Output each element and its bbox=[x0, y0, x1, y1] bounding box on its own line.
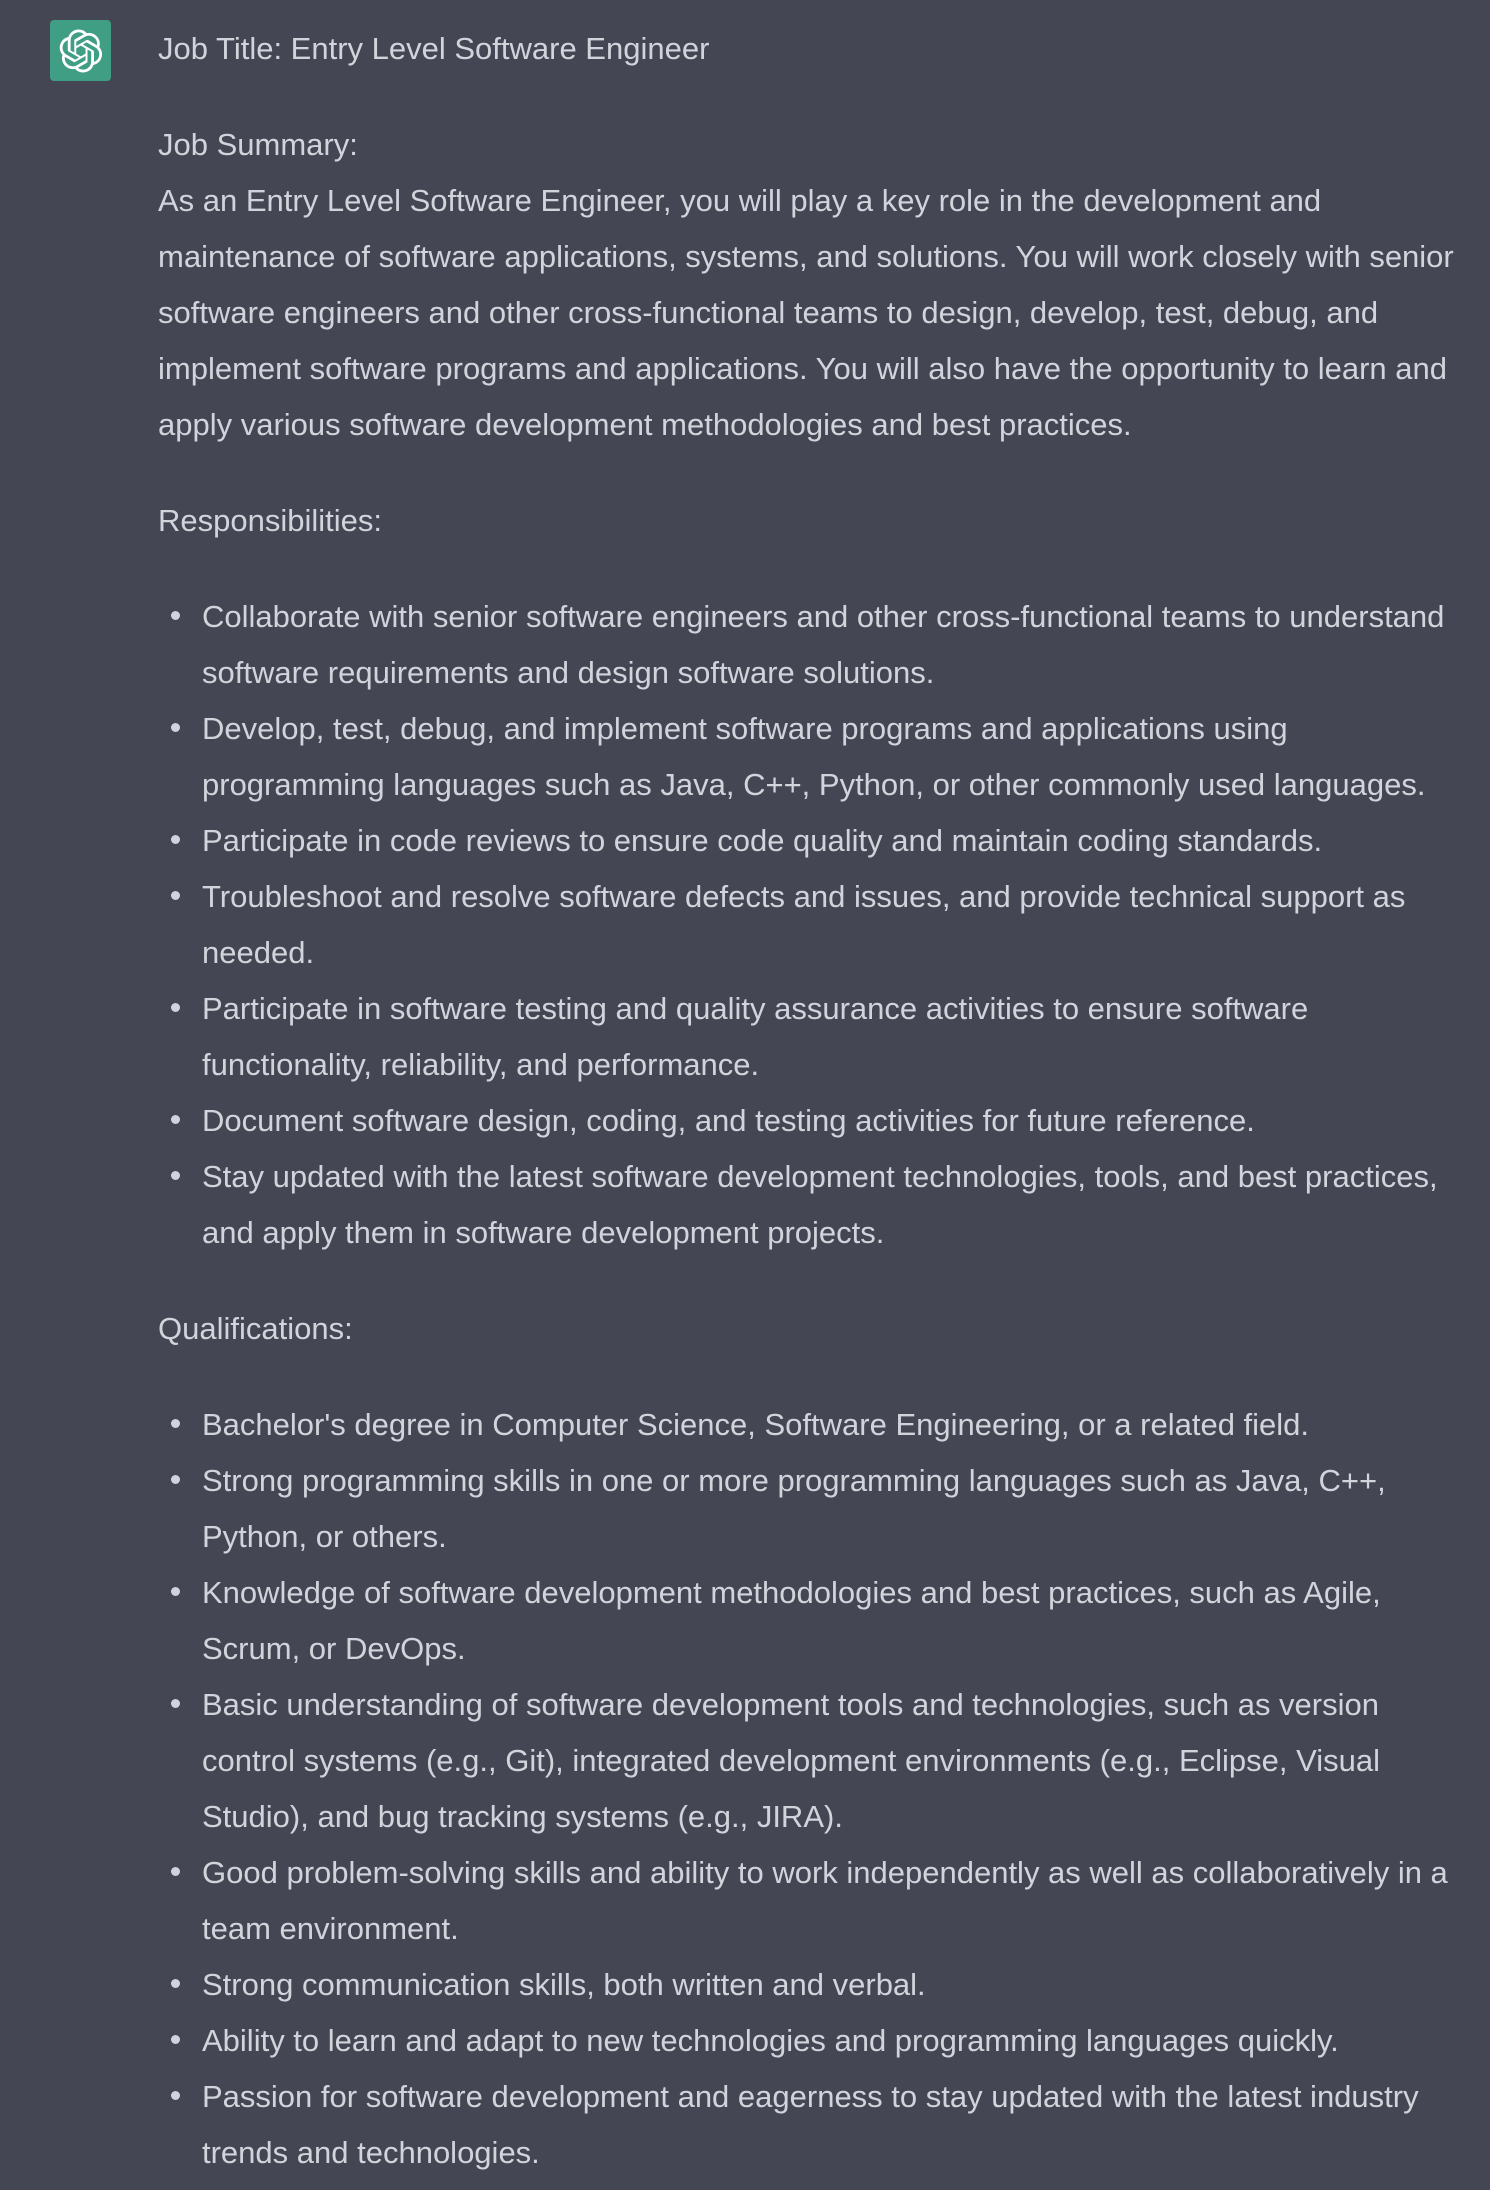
list-item: Collaborate with senior software engineers and other cross-functional teams to understand software requirements and design software solutions. bbox=[158, 589, 1458, 701]
list-item: Participate in code reviews to ensure code quality and maintain coding standards. bbox=[158, 813, 1458, 869]
assistant-avatar bbox=[50, 20, 111, 81]
qualifications-heading: Qualifications: bbox=[158, 1311, 353, 1346]
responsibilities-heading: Responsibilities: bbox=[158, 503, 382, 538]
list-item: Stay updated with the latest software development technologies, tools, and best practices, and apply them in software development projects. bbox=[158, 1149, 1458, 1261]
list-item: Strong programming skills in one or more programming languages such as Java, C++, Python, or others. bbox=[158, 1453, 1458, 1565]
job-title: Job Title: Entry Level Software Engineer bbox=[158, 31, 710, 66]
list-item: Document software design, coding, and testing activities for future reference. bbox=[158, 1093, 1458, 1149]
summary-text: As an Entry Level Software Engineer, you will play a key role in the development and maintenance of software applications, systems, and solutions. You will work closely with senior software engineers and other cross-functional teams to design, develop, test, debug, and implement software programs and applications. You will also have the opportunity to learn and apply various software development methodologies and best practices. bbox=[158, 183, 1454, 442]
list-item: Develop, test, debug, and implement software programs and applications using programming languages such as Java, C++, Python, or other commonly used languages. bbox=[158, 701, 1458, 813]
openai-logo-icon bbox=[59, 29, 103, 73]
assistant-message bbox=[158, 21, 1458, 2181]
list-item: Good problem-solving skills and ability to work independently as well as collaboratively in a team environment. bbox=[158, 1845, 1458, 1957]
responsibilities-list bbox=[158, 589, 1458, 1261]
qualifications-list bbox=[158, 1397, 1458, 2181]
list-item: Bachelor's degree in Computer Science, Software Engineering, or a related field. bbox=[158, 1397, 1458, 1453]
list-item: Troubleshoot and resolve software defects and issues, and provide technical support as needed. bbox=[158, 869, 1458, 981]
list-item: Knowledge of software development methodologies and best practices, such as Agile, Scrum, or DevOps. bbox=[158, 1565, 1458, 1677]
list-item: Strong communication skills, both written and verbal. bbox=[158, 1957, 1458, 2013]
list-item: Passion for software development and eagerness to stay updated with the latest industry trends and technologies. bbox=[158, 2069, 1458, 2181]
list-item: Ability to learn and adapt to new technologies and programming languages quickly. bbox=[158, 2013, 1458, 2069]
list-item: Participate in software testing and quality assurance activities to ensure software functionality, reliability, and performance. bbox=[158, 981, 1458, 1093]
summary-heading: Job Summary: bbox=[158, 127, 358, 162]
list-item: Basic understanding of software development tools and technologies, such as version control systems (e.g., Git), integrated development environments (e.g., Eclipse, Visual Studio), and bug tracking systems (e.g., JIRA). bbox=[158, 1677, 1458, 1845]
